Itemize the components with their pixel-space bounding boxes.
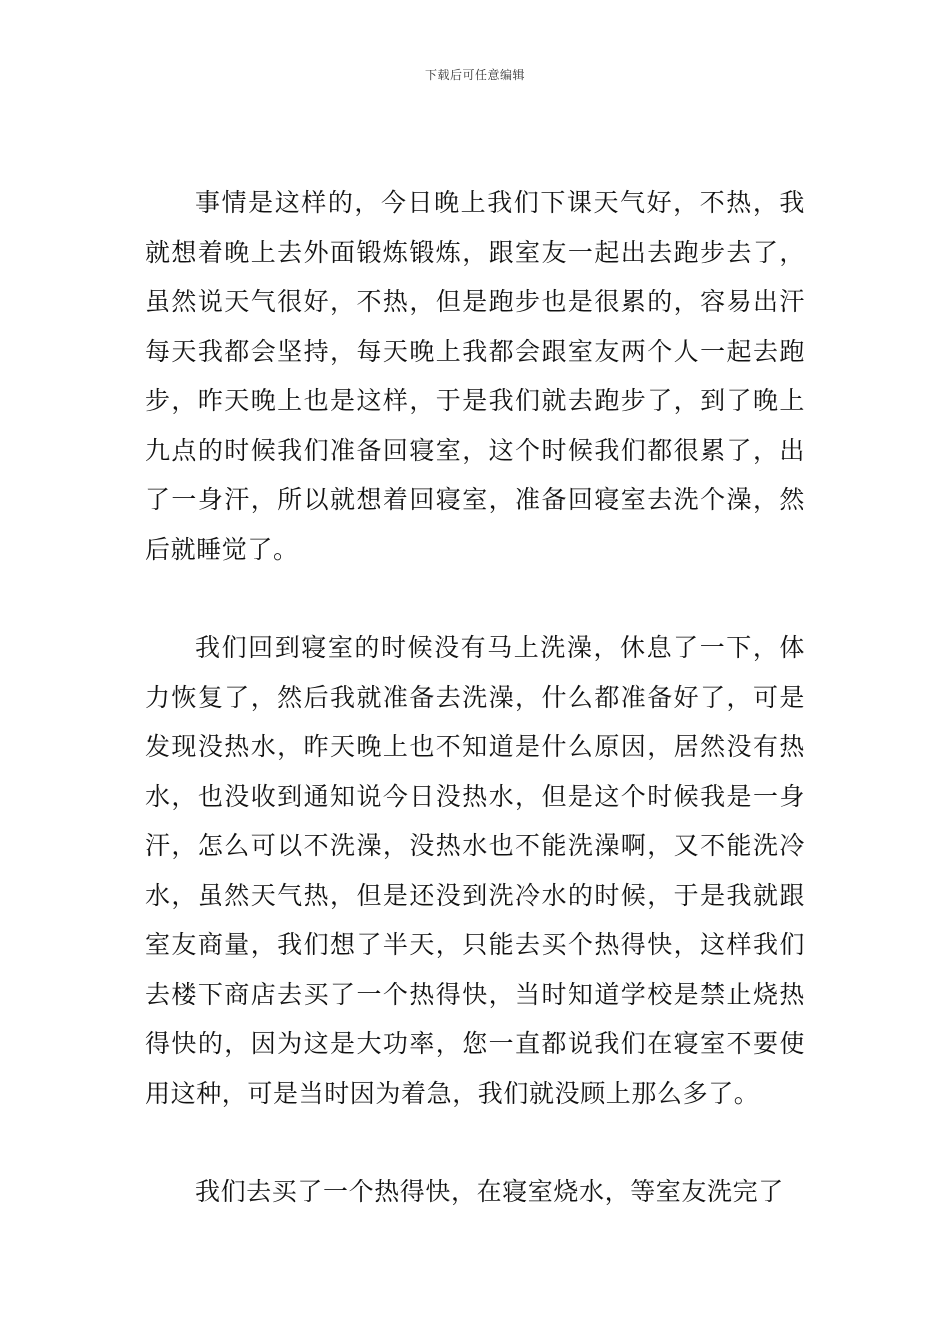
document-body [145, 178, 805, 1217]
paragraph-gap [145, 574, 805, 623]
paragraph-2: 我们回到寝室的时候没有马上洗澡，休息了一下，体力恢复了，然后我就准备去洗澡，什么都准备好了，可是发现没热水，昨天晚上也不知道是什么原因，居然没有热水，也没收到通知说今日没热水，但是这个时候我是一身汗，怎么可以不洗澡，没热水也不能洗澡啊，又不能洗冷水，虽然天气热，但是还没到洗冷水的时候，于是我就跟室友商量，我们想了半天，只能去买个热得快，这样我们去楼下商店去买了一个热得快，当时知道学校是禁止烧热得快的，因为这是大功率，您一直都说我们在寝室不要使用这种，可是当时因为着急，我们就没顾上那么多了。 [145, 633, 805, 1108]
paragraph-3: 我们去买了一个热得快，在寝室烧水，等室友洗完了 [195, 1177, 784, 1206]
paragraph-1: 事情是这样的，今日晚上我们下课天气好，不热，我就想着晚上去外面锻炼锻炼，跟室友一起出去跑步去了，虽然说天气很好，不热，但是跑步也是很累的，容易出汗每天我都会坚持，每天晚上我都会跟室友两个人一起去跑步，昨天晚上也是这样，于是我们就去跑步了，到了晚上九点的时候我们准备回寝室，这个时候我们都很累了，出了一身汗，所以就想着回寝室，准备回寝室去洗个澡，然后就睡觉了。 [145, 188, 805, 564]
header-note: 下载后可任意编辑 [424, 68, 525, 82]
paragraph-gap [145, 1118, 805, 1167]
